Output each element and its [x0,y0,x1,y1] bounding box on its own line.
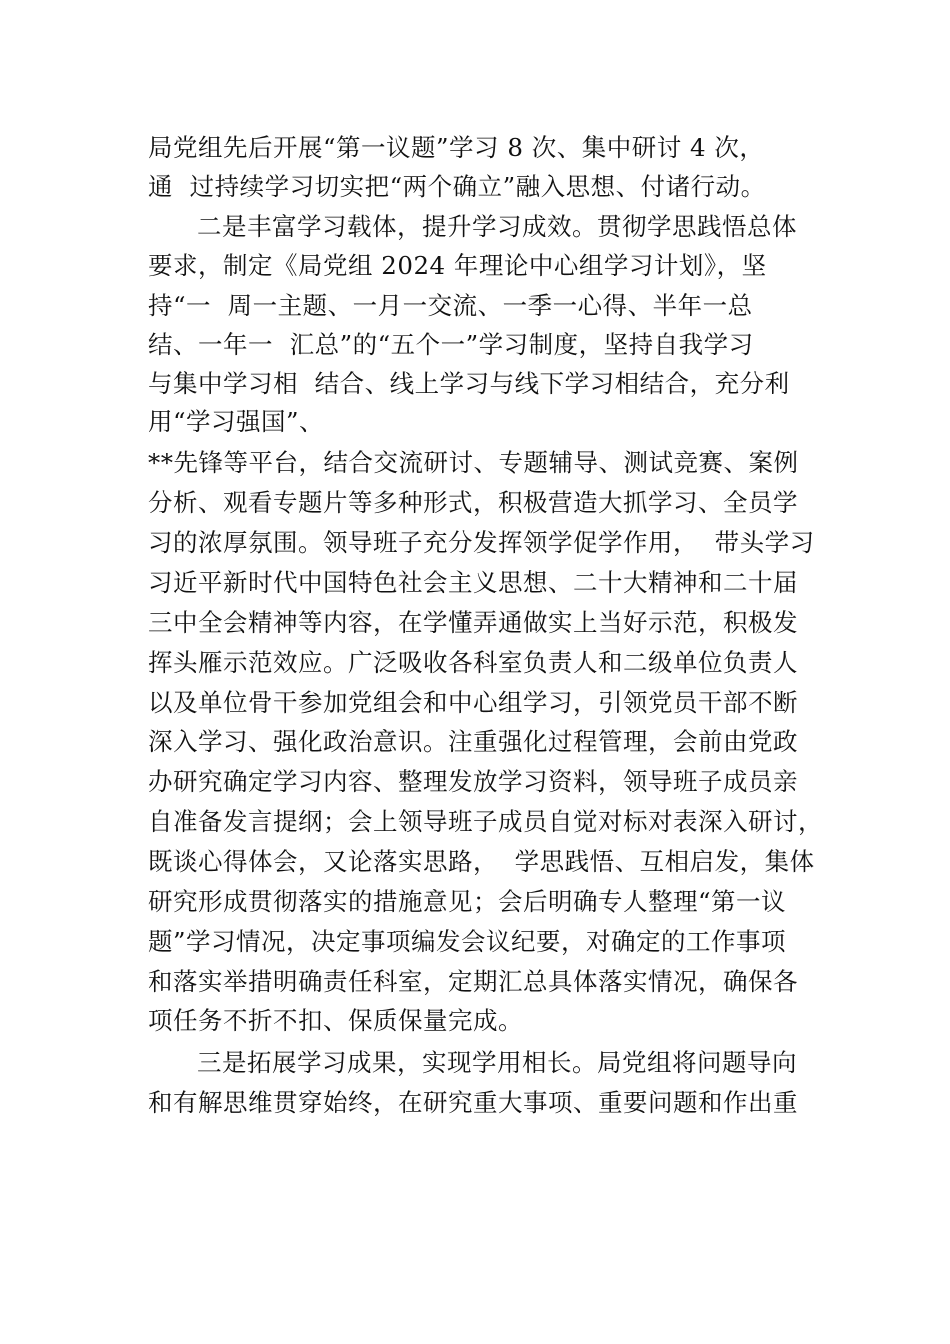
text-line: 习的浓厚氛围。领导班子充分发挥领学促学作用， 带头学习 [148,528,815,557]
text-line: 要求，制定《局党组 2024 年理论中心组学习计划》，坚 [148,251,767,280]
text-line: 结、一年一 汇总”的“五个一”学习制度，坚持自我学习 [148,330,754,359]
text-line: 持“一 周一主题、一月一交流、一季一心得、半年一总 [148,291,753,320]
text-line: 既谈心得体会，又论落实思路， 学思践悟、互相启发，集体 [148,847,815,876]
text-line: 和有解思维贯穿始终，在研究重大事项、重要问题和作出重 [148,1088,798,1117]
text-line: 办研究确定学习内容、整理发放学习资料，领导班子成员亲 [148,767,798,796]
text-line: 研究形成贯彻落实的措施意见；会后明确专人整理“第一议 [148,887,787,916]
text-line: 与集中学习相 结合、线上学习与线下学习相结合，充分利 [148,369,790,398]
text-line: **先锋等平台，结合交流研讨、专题辅导、测试竞赛、案例 [148,448,799,477]
text-line: 挥头雁示范效应。广泛吸收各科室负责人和二级单位负责人 [148,648,798,677]
text-line: 自准备发言提纲；会上领导班子成员自觉对标对表深入研讨， [148,807,823,836]
text-line: 局党组先后开展“第一议题”学习 8 次、集中研讨 4 次， [148,133,765,162]
text-line: 深入学习、强化政治意识。注重强化过程管理，会前由党政 [148,727,798,756]
text-line: 分析、观看专题片等多种形式，积极营造大抓学习、全员学 [148,488,798,517]
text-line: 项任务不折不扣、保质保量完成。 [148,1006,523,1035]
text-line: 通 过持续学习切实把“两个确立”融入思想、付诸行动。 [148,172,766,201]
text-line: 以及单位骨干参加党组会和中心组学习，引领党员干部不断 [148,688,798,717]
paragraph-start-line: 二是丰富学习载体，提升学习成效。贯彻学思践悟总体 [197,212,797,241]
paragraph-start-line: 三是拓展学习成果，实现学用相长。局党组将问题导向 [197,1048,797,1077]
text-line: 习近平新时代中国特色社会主义思想、二十大精神和二十届 [148,568,798,597]
text-line: 三中全会精神等内容，在学懂弄通做实上当好示范，积极发 [148,608,798,637]
text-line: 用“学习强国”、 [148,407,325,436]
text-line: 和落实举措明确责任科室，定期汇总具体落实情况，确保各 [148,967,798,996]
text-line: 题”学习情况，决定事项编发会议纪要，对确定的工作事项 [148,927,787,956]
